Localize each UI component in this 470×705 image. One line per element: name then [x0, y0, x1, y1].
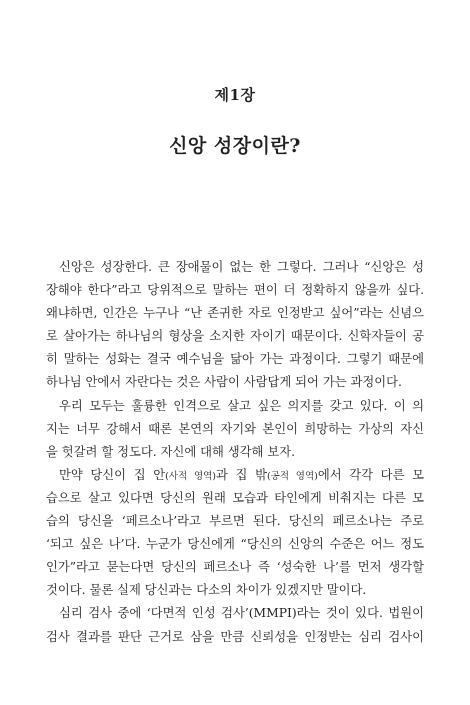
text-line: 습의 당신을 ‘페르소나’라고 부르면 된다. 당신의 페르소나는 주로	[46, 514, 424, 529]
chapter-title: 신앙 성장이란?	[169, 135, 301, 157]
body-text	[46, 256, 424, 649]
text-segment: 에서 각각 다른 모	[317, 467, 424, 482]
text-line	[46, 464, 424, 487]
text-line: 것이다. 물론 실제 당신과는 다소의 차이가 있겠지만 말이다.	[46, 583, 367, 598]
text-line: 인가”라고 묻는다면 당신의 페르소나 즉 ‘성숙한 나’를 먼저 생각할	[46, 560, 424, 575]
text-line: 지는 너무 강해서 때론 본연의 자기와 본인이 희망하는 가상의 자신	[46, 421, 424, 436]
annotation-public-sphere: (공적 영역)	[266, 470, 318, 482]
text-line: 검사 결과를 판단 근거로 삼을 만큼 신뢰성을 인정받는 심리 검사이	[46, 629, 424, 644]
text-line: 장해야 한다”라고 당위적으로 말하는 편이 더 정확하지 않을까 싶다.	[46, 283, 424, 298]
text-line: 을 헛갈려 할 정도다. 자신에 대해 생각해 보자.	[46, 444, 295, 459]
text-segment: 만약 당신이 집 안	[59, 467, 166, 482]
chapter-number: 제1장	[214, 86, 256, 104]
text-line: 신앙은 성장한다. 큰 장애물이 없는 한 그렇다. 그러나 “신앙은 성	[59, 260, 424, 274]
text-line: 왜냐하면, 인간은 누구나 “난 존귀한 자로 인정받고 싶어”라는 신념으	[46, 306, 424, 321]
text-line: 우리 모두는 훌륭한 인격으로 살고 싶은 의지를 갖고 있다. 이 의	[59, 398, 424, 413]
text-line: 히 말하는 성화는 결국 예수님을 닮아 가는 과정이다. 그렇기 때문에	[46, 352, 424, 367]
text-line: 로 살아가는 하나님의 형상을 소지한 자이기 때문이다. 신학자들이 공	[46, 329, 424, 344]
text-line: 습으로 살고 있다면 당신의 원래 모습과 타인에게 비춰지는 다른 모	[46, 490, 424, 505]
text-segment: 과 집 밖	[216, 467, 267, 482]
text-line: 하나님 안에서 자란다는 것은 사람이 사람답게 되어 가는 과정이다.	[46, 375, 402, 390]
text-line: ‘되고 싶은 나’다. 누군가 당신에게 “당신의 신앙의 수준은 어느 정도	[46, 537, 424, 552]
annotation-private-sphere: (사적 영역)	[165, 470, 217, 482]
text-line: 심리 검사 중에 ‘다면적 인성 검사’(MMPI)라는 것이 있다. 법원이	[59, 606, 424, 621]
